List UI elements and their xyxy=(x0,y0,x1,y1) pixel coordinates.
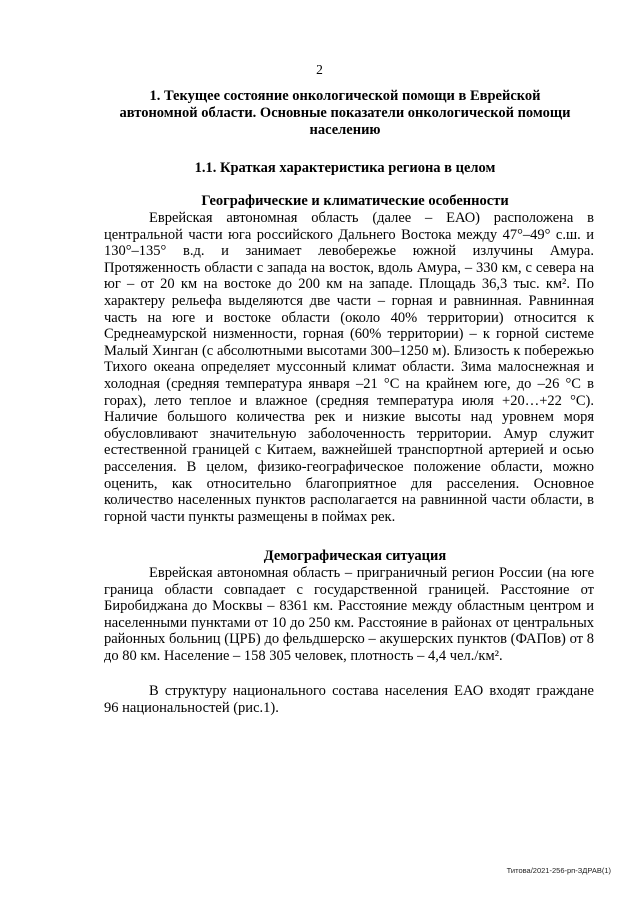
demo-section-title: Демографическая ситуация xyxy=(263,548,447,564)
geo-section-title: Географические и климатические особенности xyxy=(201,193,509,209)
demo-paragraph-1: Еврейская автономная область – приграничный регион России (на юге граница области совпадает с государственной границей. Расстояние от Биробиджана до Москвы – 8361 км. Расстояние между областным центром и населенными пунктами от 10 до 250 км. Расстояние в районах от центральных районных больниц (ЦРБ) до фельдшерско – акушерских пунктов (ФАПов) от 8 до 80 км. Население – 158 305 человек, плотность – 4,4 чел./км². xyxy=(104,565,594,664)
page-number: 2 xyxy=(316,62,323,77)
geo-paragraph: Еврейская автономная область (далее – ЕАО) расположена в центральной части юга российского Дальнего Востока между 47°–49° с.ш. и 130°–135° в.д. и занимает левобережье южной излучины Амура. Протяженность области с запада на восток, вдоль Амура, – 330 км, с севера на юг – от 20 км на востоке до 200 км на западе. Площадь 36,3 тыс. км². По характеру рельефа выделяются две части – горная и равнинная. Равнинная часть на юге и востоке области (около 40% территории) относится к Среднеамурской низменности, горная (60% территории) – к горной системе Малый Хинган (с абсолютными высотами 300–1250 м). Близость к побережью Тихого океана определяет муссонный климат области. Зима малоснежная и холодная (средняя температура января –21 °С на крайнем юге, до –26 °С в горах), лето теплое и влажное (средняя температура июля +20…+22 °С). Наличие большого количества рек и низкие высоты над уровнем моря обусловливают значительную заболоченность территории. Амур служит естественной границей с Китаем, важнейшей транспортной артерией и осью расселения. В целом, физико-географическое положение области, можно оценить, как относительно благоприятное для расселения. Основное количество населенных пунктов располагается на равнинной части области, в горной части пункты размещены в поймах рек. xyxy=(104,210,594,525)
document-footer-id: Титова/2021-256-рп-ЗДРАВ(1) xyxy=(506,866,611,875)
demo-paragraph-2: В структуру национального состава населения ЕАО входят граждане 96 национальностей (рис.1). xyxy=(104,683,594,716)
section-heading-1-1: 1.1. Краткая характеристика региона в целом xyxy=(194,160,496,176)
section-heading-1: 1. Текущее состояние онкологической помощи в Еврейской автономной области. Основные показатели онкологической помощи населению xyxy=(119,88,571,138)
